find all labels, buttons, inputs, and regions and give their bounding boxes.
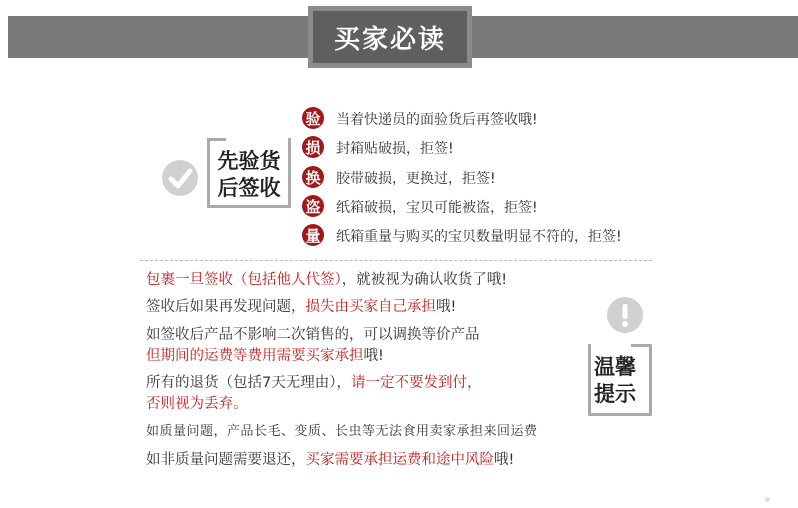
tip-2-end: 哦! xyxy=(436,299,457,315)
tip-2 xyxy=(146,295,456,316)
rule-text: 纸箱破损，宝贝可能被盗，拒签! xyxy=(336,200,538,216)
rule-text: 纸箱重量与购买的宝贝数量明显不符的，拒签! xyxy=(336,229,622,245)
tip-1-black: ，就被视为确认收货了哦! xyxy=(341,272,508,288)
tip-4-line-1 xyxy=(146,371,481,392)
tip-1 xyxy=(146,268,507,289)
exclamation-icon xyxy=(607,297,643,333)
tip-3-line-2 xyxy=(146,344,384,365)
page-title: 买家必读 xyxy=(313,11,467,63)
tip-6-black: 如非质量问题需要退还， xyxy=(146,452,306,468)
verify-line-1: 先验货 xyxy=(217,149,281,173)
tip-6-end: 哦! xyxy=(494,452,515,468)
divider xyxy=(140,260,652,261)
tip-5: 如质量问题，产品长毛、变质、长虫等无法食用卖家承担来回运费 xyxy=(146,424,538,439)
rule-badge: 盗 xyxy=(302,195,324,217)
tip-4-black: 所有的退货（包括7天无理由）， xyxy=(146,375,351,391)
tip-6-red: 买家需要承担运费和途中风险 xyxy=(305,452,494,468)
tip-4-line-2: 否则视为丢弃。 xyxy=(146,396,248,412)
tip-4-red: 请一定不要发到付， xyxy=(350,375,482,391)
tip-3-end: 哦! xyxy=(363,348,384,364)
rule-badge: 损 xyxy=(302,136,324,158)
decorative-dot xyxy=(765,497,770,502)
header-title-box xyxy=(308,6,472,68)
rule-text: 当着快递员的面验货后再签收哦! xyxy=(336,112,538,128)
tip-1-red: 包裹一旦签收（包括他人代签） xyxy=(146,272,342,288)
tip-2-black: 签收后如果再发现问题， xyxy=(146,299,306,315)
tip-2-red: 损失由买家自己承担 xyxy=(305,299,436,315)
tip-3-red: 但期间的运费等费用需要买家承担 xyxy=(146,348,364,364)
warm-line-2: 提示 xyxy=(594,382,636,406)
tip-3-line-1: 如签收后产品不影响二次销售的，可以调换等价产品 xyxy=(146,327,480,343)
tip-6 xyxy=(146,448,514,469)
rule-text: 胶带破损，更换过，拒签! xyxy=(336,171,496,187)
rule-badge: 验 xyxy=(302,107,324,129)
rule-text: 封箱贴破损，拒签! xyxy=(336,141,454,157)
warm-line-1: 温馨 xyxy=(594,355,636,379)
rule-badge: 量 xyxy=(302,224,324,246)
check-icon xyxy=(162,160,198,196)
verify-line-2: 后签收 xyxy=(217,176,281,200)
rule-badge: 换 xyxy=(302,166,324,188)
